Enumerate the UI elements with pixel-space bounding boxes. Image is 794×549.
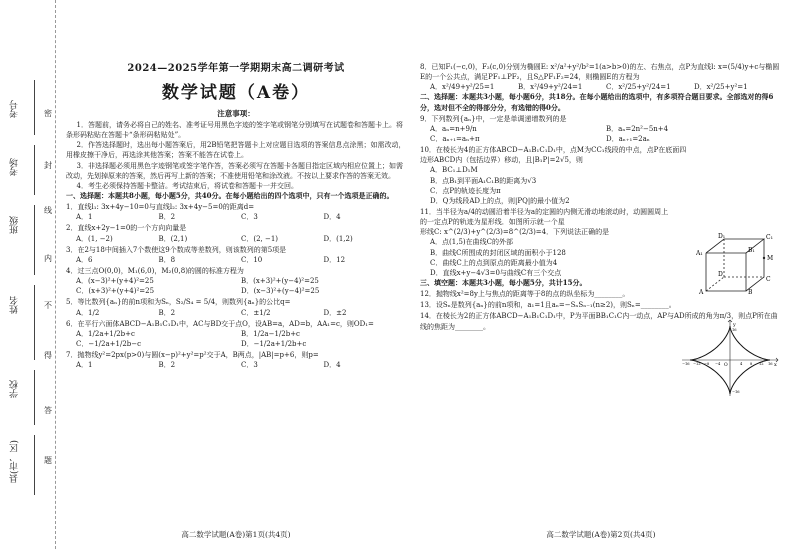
question-stem: 3．在2与18中间插入7个数使这9个数成等差数列，则该数列的第5项是 bbox=[66, 245, 287, 254]
fill-line bbox=[34, 205, 35, 275]
question-stem: 8．已知F₁(−c,0)，F₂(c,0)分别为椭圆E: x²/a²+y²/b²=1(a>b>0)的左、右焦点，点P为直线l: x=(5/4)y+c与椭圆E的一个公共点，满足PF₁⊥PF₂，且S△PF₁F₂=24，则椭圆E的方程为 bbox=[420, 63, 780, 82]
option-a: A．点(1,5)在曲线C的外部 bbox=[430, 238, 514, 247]
option-b: B．(2,1) bbox=[158, 234, 188, 243]
option-c: C．10 bbox=[241, 255, 263, 264]
seal-char: 内 bbox=[44, 254, 52, 263]
option-c: C．(x+3)²+(y+4)²=25 bbox=[76, 287, 155, 296]
option-d: D．4 bbox=[323, 213, 341, 222]
option-d: D．4 bbox=[323, 361, 341, 370]
question-6 bbox=[66, 319, 406, 349]
vertex-label: C₁ bbox=[766, 234, 773, 241]
vertex-label: D bbox=[718, 271, 723, 278]
label-name: 姓名 bbox=[10, 296, 20, 314]
option-b: B．曲线C所围成的封闭区域的面积小于128 bbox=[430, 248, 566, 257]
seal-char: 线 bbox=[44, 206, 52, 215]
question-5 bbox=[66, 297, 406, 317]
fill-line bbox=[34, 80, 35, 135]
subject-title: 数学试题（A卷） bbox=[161, 82, 311, 103]
axis-label-x: x bbox=[774, 362, 777, 368]
page-1 bbox=[66, 0, 406, 549]
label-exam-number: 考号 bbox=[10, 100, 20, 118]
question-stem: 7．抛物线y²=2px(p>0)与圆(x−p)²+y²=p²交于A，B两点，|AB|=p+6，则p= bbox=[66, 351, 319, 360]
option-a: A．1/2 bbox=[76, 308, 100, 317]
fill-line bbox=[34, 435, 35, 495]
seal-char: 密 bbox=[44, 109, 52, 118]
option-c: C．3 bbox=[241, 361, 258, 370]
question-stem: 2．直线x+2y−1=0的一个方向向量是 bbox=[66, 224, 187, 233]
option-b: B．2 bbox=[158, 361, 176, 370]
option-b: B．x²/49+y²/24=1 bbox=[518, 83, 583, 92]
vertex-label: C bbox=[766, 276, 771, 283]
option-a: A．(1, −2) bbox=[76, 234, 113, 243]
option-d: D．(1,2) bbox=[323, 234, 353, 243]
vertex-label: M bbox=[767, 255, 774, 262]
option-b: B．(x+3)²+(y−4)²=25 bbox=[241, 277, 319, 286]
option-b: B．点B₁到平面A₁C₁B的距离为√3 bbox=[430, 176, 537, 185]
label-class: 班级 bbox=[10, 216, 20, 234]
option-d: D．−1/2a+1/2b+c bbox=[241, 339, 307, 348]
option-d: D．±2 bbox=[323, 308, 347, 317]
tick-label: 8 bbox=[750, 362, 753, 366]
section-3-heading: 三、填空题：本题共3小题，每小题5分，共计15分。 bbox=[420, 277, 587, 287]
vertex-label: A bbox=[699, 289, 704, 295]
question-list bbox=[420, 62, 782, 92]
section-1-heading: 一、选择题：本题共8小题，每小题5分，共40分。在每小题给出的四个选项中，只有一个选项是正确的。 bbox=[66, 191, 394, 200]
astroid-figure bbox=[680, 318, 780, 398]
question-stem: 6．在平行六面体ABCD−A₁B₁C₁D₁中，AC与BD交于点O，设AB=a，AD=b，AA₁=c，则OD₁= bbox=[66, 319, 374, 328]
tick-label: −12 bbox=[693, 362, 701, 366]
notice-heading: 注意事项： bbox=[217, 109, 255, 119]
cube-figure bbox=[696, 233, 776, 295]
fill-line bbox=[34, 370, 35, 425]
question-14: 14．在棱长为2的正方体ABCD−A₁B₁C₁D₁中，P为平面BB₁C₁C内一动点，AP与AD所成的角为π/3，则点P所在曲线的焦距为________。 bbox=[420, 312, 778, 331]
option-c: C．−1/2a+1/2b−c bbox=[76, 339, 142, 348]
question-10 bbox=[420, 145, 692, 206]
tick-label: 12 bbox=[759, 362, 764, 366]
fill-line bbox=[34, 145, 35, 195]
question-13: 13．设Sₙ是数列{aₙ}的前n项和，a₁=1且aₙ=−SₙSₙ₋₁(n≥2)，则Sₙ=________。 bbox=[420, 301, 676, 310]
option-d: D．Q为线段AD上的点，则|PQ|的最小值为2 bbox=[430, 196, 570, 205]
question-list bbox=[66, 202, 406, 370]
tick-label: −16 bbox=[732, 390, 740, 394]
vertex-label: B₁ bbox=[748, 247, 755, 254]
option-c: C．(2, −1) bbox=[241, 234, 279, 243]
label-school: 学校 bbox=[10, 380, 20, 398]
seal-char: 答 bbox=[44, 406, 52, 415]
page-footer: 高二数学试题(A卷)第1页(共4页) bbox=[181, 530, 291, 540]
question-4 bbox=[66, 266, 406, 296]
notice-item: 2．作答选择题时，选出每小题答案后，用2B铅笔把答题卡上对应题目选项的答案信息点涂黑；如需改动，用橡皮擦干净后，再选涂其他答案；答案不能答在试卷上。 bbox=[66, 141, 406, 160]
exam-title: 2024—2025学年第一学期期末高二调研考试 bbox=[127, 63, 345, 74]
option-d: D．(x−3)²+(y−4)²=25 bbox=[241, 287, 320, 296]
option-a: A．1 bbox=[76, 213, 93, 222]
option-a: A．1 bbox=[76, 361, 93, 370]
option-b: B．2 bbox=[158, 213, 176, 222]
notice-item: 3．非选择题必须用黑色字迹钢笔或签字笔作答，答案必须写在答题卡各题目指定区域内相应位置上；如需改动，先划掉原来的答案，然后再写上新的答案；不准使用铅笔和涂改液。不按以上要求作答的答案无效。 bbox=[66, 161, 403, 180]
vertex-label: D₁ bbox=[718, 233, 726, 240]
seal-char: 不 bbox=[44, 301, 52, 310]
option-a: A．aₙ=n+9/n bbox=[430, 124, 477, 133]
option-b: B．2 bbox=[158, 308, 176, 317]
label-exam-room: 考场 bbox=[10, 158, 20, 176]
option-d: D．12 bbox=[323, 255, 346, 264]
question-12: 12．抛物线x²=8y上与焦点的距离等于8的点的纵坐标为________。 bbox=[420, 290, 630, 299]
option-d: D．直线x+y−4√3=0与曲线C有三个交点 bbox=[430, 268, 562, 277]
seal-char: 得 bbox=[44, 351, 52, 360]
option-c: C．曲线C上的点到原点的距离最小值为4 bbox=[430, 258, 558, 267]
option-c: C．aₙ₊₁=aₙ+π bbox=[430, 134, 480, 143]
option-c: C．x²/25+y²/24=1 bbox=[606, 83, 671, 92]
notice-item: 4．考生必须保持答题卡整洁。考试结束后，将试卷和答题卡一并交回。 bbox=[76, 181, 298, 190]
tick-label: 16 bbox=[768, 362, 773, 366]
option-c: C．±1/2 bbox=[241, 308, 271, 317]
option-d: D．x²/25+y²=1 bbox=[694, 83, 748, 92]
option-a: A．(x−3)²+(y+4)²=25 bbox=[76, 277, 154, 286]
option-c: C．3 bbox=[241, 213, 258, 222]
seal-char: 题 bbox=[44, 456, 52, 465]
option-a: A．BC₁⊥D₁M bbox=[430, 166, 478, 175]
option-a: A．x²/49+y²/25=1 bbox=[430, 83, 495, 92]
origin-label: O bbox=[724, 363, 728, 368]
option-b: B．8 bbox=[158, 255, 176, 264]
axis-label-y: y bbox=[733, 322, 736, 328]
option-a: A．6 bbox=[76, 255, 93, 264]
vertex-label: A₁ bbox=[696, 250, 703, 257]
option-c: C．点P的轨迹长度为π bbox=[430, 186, 501, 195]
tick-label: −16 bbox=[682, 362, 690, 366]
fill-line bbox=[34, 285, 35, 360]
notice-item: 1．答题前，请务必将自己的姓名、准考证号用黑色字迹的签字笔或钢笔分别填写在试题卷和答题卡上。将条形码粘贴在答题卡“条形码粘贴处”。 bbox=[66, 121, 403, 140]
question-stem-line: 形线C: x^(2/3)+y^(2/3)=8^(2/3)=4．下列说法正确的是 bbox=[420, 228, 610, 237]
question-stem-line: 的一定点P的轨迹为星形线．如图所示就一个星 bbox=[420, 218, 565, 227]
tick-label: 16 bbox=[732, 328, 737, 332]
section-2-heading: 二、选择题：本题共3小题，每小题6分，共18分。在每小题给出的选项中，有多项符合题目要求。全部选对的得6分，选对但不全的得部分分，有选错的得0分。 bbox=[420, 92, 774, 112]
question-stem: 1．直线l₁: 3x+4y−10=0与直线l₂: 3x+4y−5=0的距离d= bbox=[66, 203, 255, 212]
question-7 bbox=[66, 350, 406, 370]
question-11 bbox=[420, 207, 682, 278]
tick-label: −8 bbox=[704, 362, 710, 366]
tick-label: −4 bbox=[715, 362, 721, 366]
page-footer: 高二数学试题(A卷)第2页(共4页) bbox=[546, 530, 656, 540]
question-2 bbox=[66, 223, 406, 243]
option-a: A．1/2a+1/2b+c bbox=[76, 329, 135, 338]
seal-char: 封 bbox=[44, 161, 52, 170]
question-3 bbox=[66, 245, 406, 265]
question-1 bbox=[420, 62, 782, 92]
question-stem-line: 11．当半径为a/4的动圆沿着半径为a的定圆的内侧无滑动地滚动时，动圆圆周上 bbox=[420, 207, 669, 216]
question-9 bbox=[420, 114, 782, 144]
question-stem: 5．等比数列{aₙ}的前n项和为Sₙ，S₂/S₄ = 5/4，则数列{aₙ}的公比q= bbox=[66, 298, 291, 307]
question-stem: 10．在棱长为4的正方体ABCD−A₁B₁C₁D₁中，点M为CC₁线段的中点，点P在底面四边形ABCD内（包括边界）移动，且|B₁P|=2√5，则 bbox=[420, 146, 687, 165]
question-1 bbox=[66, 202, 406, 222]
vertex-label: B bbox=[748, 289, 753, 295]
question-stem: 9．下列数列{aₙ}中，一定是单调递增数列的是 bbox=[420, 114, 567, 123]
binding-gutter bbox=[0, 0, 56, 549]
tick-label: 4 bbox=[740, 362, 743, 366]
page-2 bbox=[420, 0, 782, 549]
option-d: D．aₙ₊₁=2aₙ bbox=[606, 134, 650, 143]
option-b: B．aₙ=2n²−5n+4 bbox=[606, 124, 669, 133]
label-county: 县(市、区) bbox=[10, 440, 20, 484]
option-b: B．1/2a−1/2b+c bbox=[241, 329, 300, 338]
question-stem: 4．过三点O(0,0)，M₁(6,0)，M₂(0,8)的圆的标准方程为 bbox=[66, 266, 244, 275]
